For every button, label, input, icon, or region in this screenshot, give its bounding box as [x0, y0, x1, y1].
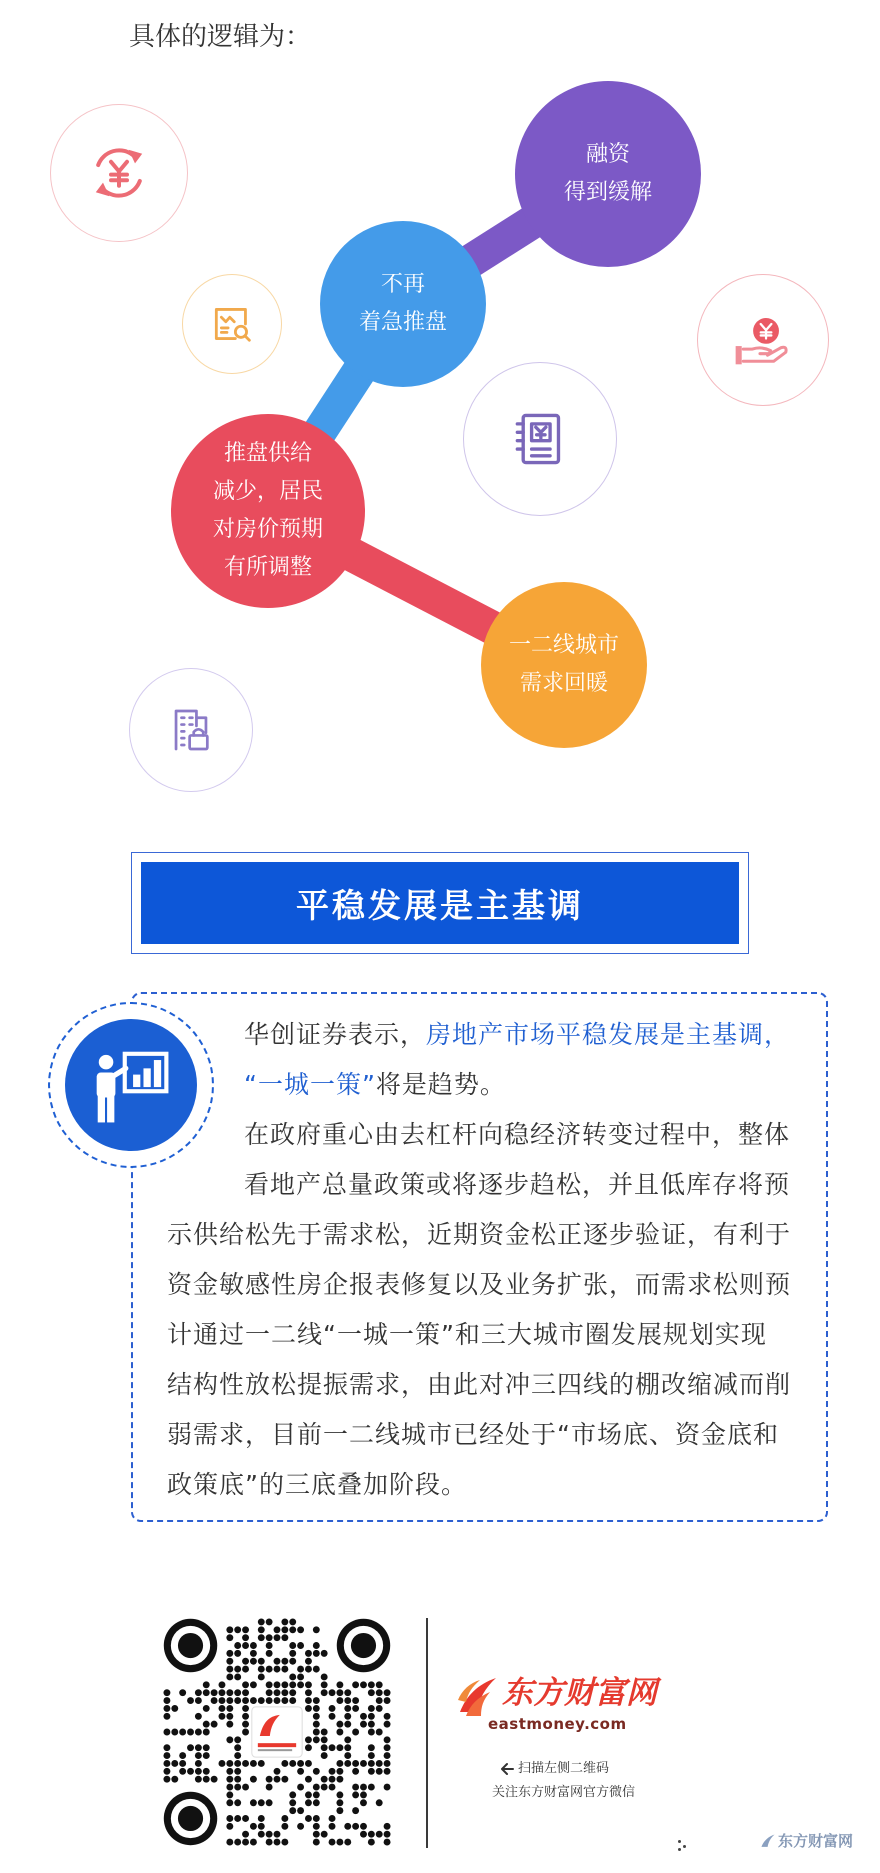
- yen-exchange-circle: [50, 104, 188, 242]
- node-line: 不再: [380, 272, 425, 297]
- intro-highlight-policy: “一城一策”: [244, 1070, 376, 1099]
- article-line: 结构性放松提振需求，由此对冲三四线的棚改缩减而削: [167, 1370, 792, 1399]
- brand-domain: eastmoney.com: [488, 1715, 627, 1733]
- node-line: 一二线城市: [508, 633, 619, 658]
- node-line: 得到缓解: [563, 180, 652, 205]
- follow-hint: 关注东方财富网官方微信: [492, 1785, 636, 1800]
- watermark-logo-icon: [760, 1833, 776, 1849]
- node-line: 需求回暖: [519, 671, 608, 696]
- node-demand-recovery: [481, 582, 647, 748]
- article-line: 弱需求，目前一二线城市已经处于“市场底、资金底和: [167, 1420, 779, 1449]
- hand-yen-circle: [697, 274, 829, 406]
- node-supply-reduced: [171, 414, 365, 608]
- node-line: 着急推盘: [358, 310, 447, 335]
- article-line: [167, 1060, 817, 1110]
- yen-document-icon: [498, 397, 582, 481]
- article-line: 计通过一二线“一城一策”和三大城市圈发展规划实现: [167, 1320, 767, 1349]
- arrow-left-icon: [500, 1762, 514, 1776]
- section-heading: 具体的逻辑为：: [129, 22, 312, 52]
- yen-exchange-icon: [79, 133, 159, 213]
- building-icon: [157, 696, 225, 764]
- watermark: 东方财富网: [778, 1832, 854, 1850]
- node-line: 推盘供给: [223, 441, 312, 466]
- article-line: 示供给松先于需求松，近期资金松正逐步验证，有利于: [167, 1220, 792, 1249]
- banner-title: 平稳发展是主基调: [141, 862, 739, 944]
- hand-yen-icon: [725, 302, 801, 378]
- node-line: 有所调整: [223, 555, 312, 580]
- brand-name: 东方财富网: [502, 1675, 657, 1711]
- document-search-icon: [204, 296, 260, 352]
- brand-flame-icon: [456, 1674, 500, 1718]
- node-financing-eased: [515, 81, 701, 267]
- node-no-rush-sales: [320, 221, 486, 387]
- intro-suffix: 将是趋势。: [375, 1070, 506, 1099]
- intro-highlight: 房地产市场平稳发展是主基调，: [426, 1020, 791, 1049]
- building-circle: [129, 668, 253, 792]
- yen-document-circle: [463, 362, 617, 516]
- article-line: 政策底”的三底叠加阶段。: [167, 1470, 467, 1499]
- article-line: 资金敏感性房企报表修复以及业务扩张，而需求松则预: [167, 1270, 792, 1299]
- article-text: [167, 1010, 817, 1510]
- document-search-circle: [182, 274, 282, 374]
- article-line: [167, 1010, 817, 1060]
- node-line: 融资: [585, 142, 630, 167]
- footer-divider: [426, 1618, 428, 1848]
- node-line: 减少，居民: [212, 479, 323, 504]
- decorative-dots: [678, 1838, 688, 1852]
- scan-hint: 扫描左侧二维码: [518, 1761, 610, 1776]
- article-line: 看地产总量政策或将逐步趋松，并且低库存将预: [244, 1170, 791, 1199]
- section-banner: [131, 852, 749, 954]
- qr-code[interactable]: [163, 1618, 391, 1846]
- article-line: 在政府重心由去杠杆向稳经济转变过程中，整体: [244, 1120, 791, 1149]
- node-line: 对房价预期: [212, 517, 323, 542]
- intro-prefix: 华创证券表示，: [244, 1020, 427, 1049]
